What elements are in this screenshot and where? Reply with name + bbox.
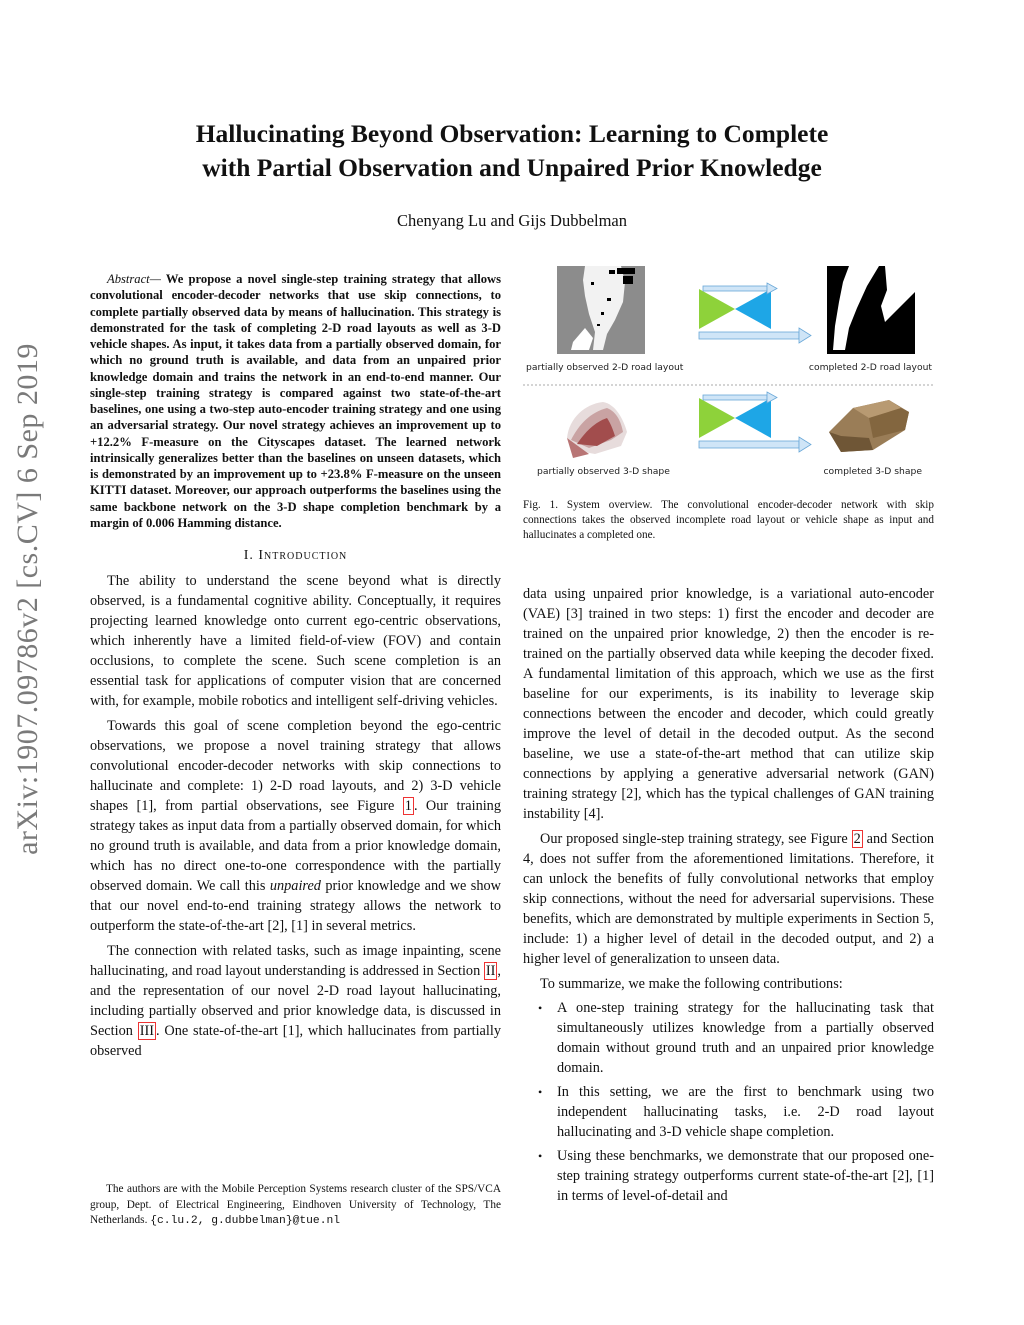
author-emails: {c.lu.2, g.dubbelman}@tue.nl — [150, 1215, 341, 1227]
partial-3d-shape-image — [567, 402, 627, 458]
section-title: Introduction — [258, 548, 348, 563]
figure-2-link[interactable]: 2 — [853, 831, 861, 847]
left-column — [90, 271, 501, 1061]
arxiv-identifier: arXiv:1907.09786v2 [cs.CV] 6 Sep 2019 — [11, 343, 44, 855]
figure-1-caption: Fig. 1. System overview. The convolutional encoder-decoder network with skip connections takes the observed incomplete road layout or vehicle shape as input and hallucinates a completed one. — [523, 499, 934, 541]
abstract-text: We propose a novel single-step training strategy that allows convolutional encoder-decoder networks that use skip connections, to complete partially observed data by means of hallucination. This strategy is demonstrated for the task of completing 2-D road layouts as well as 3-D vehicle shapes. As input, it takes data from a partially observed domain, for which no ground truth is available, and data from an unpaired prior knowledge domain and trains the network in an end-to-end manner. Our single-step training strategy is compared against two state-of-the-art baselines, one using a two-step auto-encoder training strategy and one using an adversarial strategy. Our novel strategy achieves an improvement up to +12.2% F-measure on the Cityscapes dataset. The learned network intrinsically generalizes better than the baselines on unseen datasets, which is demonstrated by an improvement up to +23.8% F-measure on the unseen KITTI dataset. Moreover, our approach outperforms the baselines using the same backbone network on the 3-D shape completion benchmark by a margin of 0.006 Hamming distance. — [90, 272, 501, 530]
system-overview-diagram — [523, 262, 934, 492]
list-item: • Using these benchmarks, we demonstrate that our proposed one-step training strategy outperforms current state-of-the-art [2], [1] in terms of level-of-detail and — [538, 1148, 934, 1204]
label-partial-shape: partially observed 3-D shape — [537, 466, 670, 477]
right-paragraph-3: To summarize, we make the following contributions: — [540, 976, 843, 992]
contributions-list — [523, 998, 934, 1206]
intro-paragraph-1: The ability to understand the scene beyond what is directly observed, is a fundamental cognitive ability. Conceptually, it requires projecting learned knowledge onto current ego-centric observations, which inherently have a limited field-of-view (FOV) and contain occlusions, to complete the scene. Such scene completion is an essential task for applications of computer vision that are concerned with, for example, mobile robotics and intelligent self-driving vehicles. — [90, 573, 501, 709]
right-column — [523, 584, 934, 1210]
title-line-1: Hallucinating Beyond Observation: Learning to Complete — [195, 119, 829, 148]
label-completed-road: completed 2-D road layout — [808, 362, 932, 373]
title-line-2: with Partial Observation and Unpaired Prior Knowledge — [202, 153, 822, 182]
intro-paragraph-3: The connection with related tasks, such as image inpainting, scene hallucinating, and road layout understanding is addressed in Section II , and the representation of our novel 2-D road layout hallucinating, including partially observed and prior knowledge data, is discussed in Section III . One state-of-the-art [1], which hallucinates from partially observed — [90, 943, 501, 1059]
label-completed-shape: completed 3-D shape — [823, 466, 922, 477]
authors: Chenyang Lu and Gijs Dubbelman — [396, 211, 628, 230]
encoder-decoder-network-3d — [699, 392, 811, 452]
figure-1-link[interactable]: 1 — [404, 798, 412, 814]
partial-road-layout-image — [557, 266, 645, 354]
label-partial-road: partially observed 2-D road layout — [526, 362, 684, 373]
abstract-label: Abstract — [107, 272, 150, 286]
completed-road-layout-image — [827, 266, 915, 354]
section-3-link[interactable]: III — [139, 1023, 155, 1039]
footnote: The authors are with the Mobile Perception Systems research cluster of the SPS/VCA group, Dept. of Electrical Engineering, Eindhoven University of Technology, The Netherlands. {c.lu.2, g.dubbelman}@tue.nl — [90, 1183, 501, 1227]
right-paragraph-2: Our proposed single-step training strategy, see Figure 2 and Section 4, does not suffer from the aforementioned limitations. Therefore, it can unlock the benefits of fully convolutional networks that employ skip connections, without the need for adversarial supervisions. These benefits, which are demonstrated by multiple experiments in Section 5, include: 1) a higher level of detail in the decoded output, and 2) a higher level of generalization to unseen data. — [523, 831, 935, 967]
section-heading-introduction: I. Introduction — [243, 548, 348, 563]
completed-3d-shape-image — [829, 400, 909, 452]
right-paragraph-1: data using unpaired prior knowledge, is a variational auto-encoder (VAE) [3] trained in two steps: 1) first the encoder and decoder are trained on the unpaired prior knowledge, 2) then the encoder is re-trained on the partially observed data while keeping the decoder fixed. A fundamental limitation of this approach, which we use as the first baseline for our experiments, is its inability to leverage skip connections between the encoder and decoder, which could greatly improve the level of detail in the decoded output. As the second baseline, we use a state-of-the-art method that can utilize skip connections by applying a generative adversarial network (GAN) training strategy [2], which has the typical challenges of GAN training instability [4]. — [523, 586, 934, 822]
list-item: • In this setting, we are the first to benchmark using two independent hallucinating tasks, i.e. 2-D road layout hallucinating and 3-D vehicle shape completion. — [538, 1084, 934, 1140]
encoder-decoder-network-2d — [699, 283, 811, 343]
abstract: Abstract— We propose a novel single-step training strategy that allows convolutional encoder-decoder networks that use skip connections, to complete partially observed data by means of hallucination. This strategy is demonstrated for the task of completing 2-D road layouts as well as 3-D vehicle shapes. As input, it takes data from a partially observed domain, for which no ground truth is available, and data from an unpaired prior knowledge domain and trains the network in an end-to-end manner. Our single-step training strategy is compared against two state-of-the-art baselines, one using a two-step auto-encoder training strategy and one using an adversarial strategy. Our novel strategy achieves an improvement up to +12.2% F-measure on the Cityscapes dataset. The learned network intrinsically generalizes better than the baselines on unseen datasets, which is demonstrated by an improvement up to +23.8% F-measure on the unseen KITTI dataset. Moreover, our approach outperforms the baselines using the same backbone network on the 3-D shape completion benchmark by a margin of 0.006 Hamming distance. — [90, 272, 501, 530]
intro-paragraph-2: Towards this goal of scene completion beyond the ego-centric observations, we propose a novel training strategy that allows convolutional encoder-decoder networks with skip connections to hallucinate and complete: 1) 2-D road layouts, and 2) 3-D vehicle shapes [1], from partial observations, see Figure 1 . Our training strategy takes as input data from a partially observed domain, for which no ground truth is available, and data from a prior knowledge domain, which has no direct one-to-one correspondence with the partially observed domain. We call this unpaired prior knowledge and we show that our novel end-to-end training strategy allows the network to outperform the state-of-the-art [2], [1] in several metrics. — [90, 718, 501, 934]
section-2-link[interactable]: II — [485, 963, 496, 979]
list-item: • A one-step training strategy for the hallucinating task that simultaneously utilizes knowledge from a partially observed domain without ground truth and an unpaired prior knowledge domain. — [538, 1000, 934, 1076]
paper-title — [100, 117, 924, 185]
